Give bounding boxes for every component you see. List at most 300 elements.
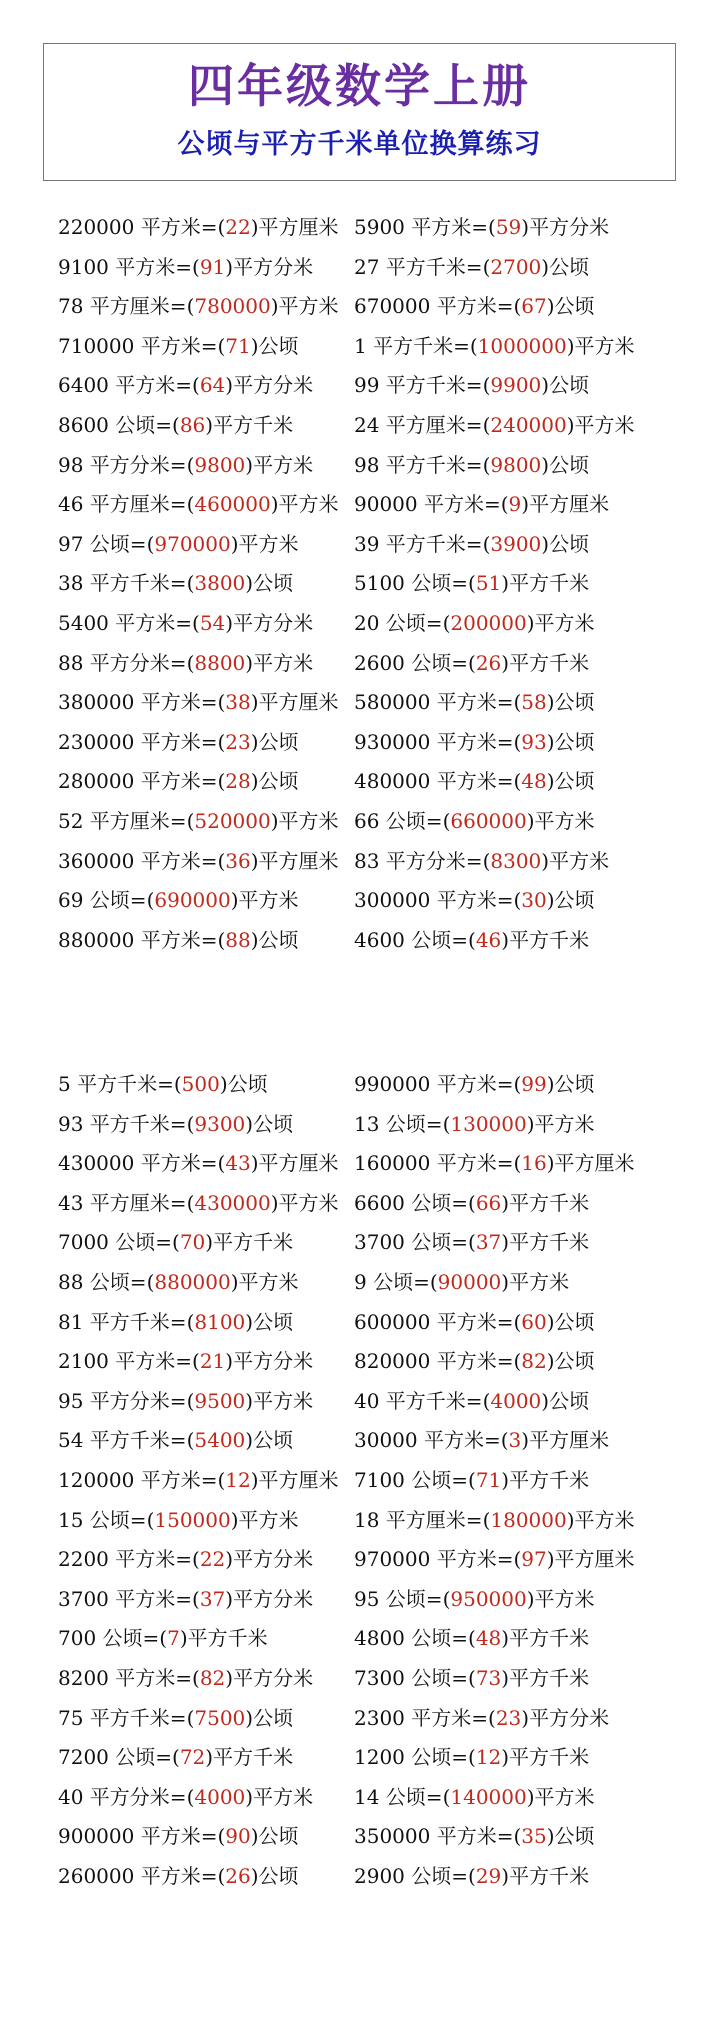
unit-text: )公顷 [546,690,595,715]
unit-text: )公顷 [546,729,595,754]
answer-value: 7 [167,1626,180,1651]
exercise-item [58,247,313,287]
unit-text: )公顷 [541,1388,590,1413]
unit-text: )平方米 [566,412,635,437]
answer-value: 16 [521,1151,547,1176]
unit-text: )公顷 [546,1309,595,1334]
question-text: 480000 平方米=( [354,769,522,794]
unit-text: )平方米 [270,492,339,517]
answer-value: 93 [521,729,547,754]
exercise-item [354,1381,589,1421]
question-text: 20 公顷=( [354,610,451,635]
exercise-row [0,1500,719,1540]
unit-text: )平方千米 [205,412,294,437]
question-text: 2600 公顷=( [354,650,476,675]
unit-text: )公顷 [541,254,590,279]
answer-value: 90 [225,1824,251,1849]
answer-value: 97 [521,1547,547,1572]
unit-text: )公顷 [546,1072,595,1096]
exercise-item [58,603,313,643]
question-text: 120000 平方米=( [58,1467,226,1492]
answer-value: 38 [225,690,251,715]
exercise-section-2 [0,1064,719,1895]
question-text: 2100 平方米=( [58,1349,200,1374]
unit-text: )平方米 [541,848,610,873]
answer-value: 2700 [490,254,542,279]
exercise-item [354,1064,595,1104]
question-text: 990000 平方米=( [354,1072,522,1096]
question-text: 8600 公顷=( [58,412,180,437]
unit-text: )平方米 [526,808,595,833]
question-text: 230000 平方米=( [58,729,226,754]
unit-text: )公顷 [245,1428,294,1453]
unit-text: )平方分米 [225,373,314,398]
exercise-item [354,207,609,247]
exercise-row [0,1737,719,1777]
question-text: 14 公顷=( [354,1784,451,1809]
unit-text: )平方千米 [205,1230,294,1255]
exercise-item [354,880,595,920]
exercise-item [354,1302,595,1342]
exercise-row [0,1579,719,1619]
answer-value: 29 [475,1863,502,1888]
question-text: 43 平方厘米=( [58,1190,195,1215]
question-text: 580000 平方米=( [354,690,522,715]
unit-text: )平方分米 [225,1586,314,1611]
exercise-item [58,1460,339,1500]
exercise-row [0,1460,719,1500]
question-text: 430000 平方米=( [58,1151,226,1176]
question-text: 90000 平方米=( [354,492,509,517]
answer-value: 88 [225,927,251,952]
answer-value: 9900 [490,373,542,398]
unit-text: )平方千米 [501,650,590,675]
unit-text: )平方厘米 [546,1547,635,1572]
exercise-row [0,365,719,405]
answer-value: 58 [521,690,547,715]
unit-text: )平方分米 [225,1547,314,1572]
answer-value: 66 [475,1190,502,1215]
exercise-row [0,1183,719,1223]
exercise-row [0,1658,719,1698]
exercise-row [0,247,719,287]
question-text: 2900 公顷=( [354,1863,476,1888]
exercise-item [58,1856,299,1896]
question-text: 39 平方千米=( [354,531,491,556]
answer-value: 43 [225,1151,251,1176]
question-text: 160000 平方米=( [354,1151,522,1176]
unit-text: )平方米 [501,1269,570,1294]
exercise-item [58,801,339,841]
exercise-row [0,643,719,683]
exercise-item [354,563,589,603]
exercise-item [354,920,589,960]
exercise-item [58,1420,293,1460]
answer-value: 5400 [194,1428,246,1453]
answer-value: 72 [179,1745,206,1770]
answer-value: 23 [495,1705,522,1730]
unit-text: )平方米 [230,1507,299,1532]
exercise-row [0,1143,719,1183]
unit-text: )平方米 [270,808,339,833]
answer-value: 12 [475,1745,502,1770]
question-text: 3700 公顷=( [354,1230,476,1255]
question-text: 7100 公顷=( [354,1467,476,1492]
exercise-item [58,1381,313,1421]
exercise-row [0,286,719,326]
question-text: 38 平方千米=( [58,571,195,596]
exercise-item [58,1341,313,1381]
question-text: 5900 平方米=( [354,215,496,239]
question-text: 7200 公顷=( [58,1745,180,1770]
answer-value: 86 [179,412,206,437]
unit-text: )公顷 [250,333,299,358]
exercise-item [58,1658,313,1698]
answer-value: 48 [521,769,547,794]
exercise-item [58,1222,293,1262]
unit-text: )平方千米 [501,1467,590,1492]
question-text: 81 平方千米=( [58,1309,195,1334]
question-text: 6600 公顷=( [354,1190,476,1215]
exercise-item [58,841,339,881]
answer-value: 460000 [194,492,271,517]
answer-value: 240000 [490,412,567,437]
question-text: 300000 平方米=( [354,888,522,913]
answer-value: 26 [475,650,502,675]
exercise-item [354,445,589,485]
answer-value: 35 [521,1824,547,1849]
exercise-item [58,445,313,485]
answer-value: 4000 [194,1784,246,1809]
unit-text: )平方米 [526,610,595,635]
question-text: 1200 公顷=( [354,1745,476,1770]
unit-text: )公顷 [219,1072,268,1096]
answer-value: 690000 [154,888,231,913]
unit-text: )平方千米 [501,1665,590,1690]
exercise-item [354,1856,589,1896]
exercise-item [58,1104,293,1144]
answer-value: 22 [225,215,251,239]
exercise-item [354,682,595,722]
exercise-item [354,1183,589,1223]
answer-value: 200000 [450,610,527,635]
exercise-item [58,761,299,801]
question-text: 98 平方分米=( [58,452,195,477]
question-text: 260000 平方米=( [58,1863,226,1888]
exercise-row [0,1341,719,1381]
answer-value: 140000 [450,1784,527,1809]
question-text: 5 平方千米=( [58,1072,182,1096]
exercise-item [58,1500,299,1540]
answer-value: 8800 [194,650,246,675]
question-text: 95 平方分米=( [58,1388,195,1413]
answer-value: 950000 [450,1586,527,1611]
question-text: 78 平方厘米=( [58,294,195,319]
exercise-item [354,1341,595,1381]
unit-text: )平方米 [245,650,314,675]
unit-text: )平方千米 [501,927,590,952]
exercise-item [354,1658,589,1698]
exercise-row [0,1420,719,1460]
unit-text: )公顷 [250,769,299,794]
unit-text: )平方米 [526,1784,595,1809]
exercise-row [0,563,719,603]
exercise-row [0,880,719,920]
unit-text: )公顷 [245,571,294,596]
unit-text: )平方千米 [205,1745,294,1770]
question-text: 88 公顷=( [58,1269,155,1294]
unit-text: )平方分米 [225,1665,314,1690]
answer-value: 7500 [194,1705,246,1730]
exercise-section-1 [0,207,719,959]
page-subtitle: 公顷与平方千米单位换算练习 [177,129,542,160]
question-text: 820000 平方米=( [354,1349,522,1374]
unit-text: )平方分米 [225,254,314,279]
answer-value: 71 [225,333,251,358]
question-text: 3700 平方米=( [58,1586,200,1611]
answer-value: 90000 [437,1269,502,1294]
exercise-item [354,643,589,683]
question-text: 2200 平方米=( [58,1547,200,1572]
exercise-row [0,326,719,366]
question-text: 66 公顷=( [354,808,451,833]
exercise-item [58,365,313,405]
answer-value: 37 [199,1586,226,1611]
answer-value: 880000 [154,1269,231,1294]
exercise-item [58,1698,293,1738]
answer-value: 9500 [194,1388,246,1413]
unit-text: )平方千米 [501,1626,590,1651]
exercise-item [58,1777,313,1817]
exercise-row [0,405,719,445]
question-text: 4600 公顷=( [354,927,476,952]
exercise-item [354,1539,635,1579]
exercise-item [354,1262,569,1302]
unit-text: )平方米 [230,531,299,556]
exercise-item [354,722,595,762]
answer-value: 54 [199,610,226,635]
unit-text: )平方米 [245,452,314,477]
exercise-row [0,603,719,643]
unit-text: )平方厘米 [250,1151,339,1176]
unit-text: )平方米 [230,1269,299,1294]
question-text: 46 平方厘米=( [58,492,195,517]
question-text: 1 平方千米=( [354,333,478,358]
exercise-item [354,365,589,405]
answer-value: 660000 [450,808,527,833]
exercise-row [0,1539,719,1579]
question-text: 27 平方千米=( [354,254,491,279]
exercise-row [0,524,719,564]
exercise-item [354,1104,595,1144]
unit-text: )公顷 [250,1824,299,1849]
exercise-item [354,524,589,564]
unit-text: )平方厘米 [250,690,339,715]
exercise-row [0,484,719,524]
question-text: 930000 平方米=( [354,729,522,754]
answer-value: 67 [521,294,547,319]
unit-text: )平方厘米 [250,215,339,239]
question-text: 93 平方千米=( [58,1111,195,1136]
worksheet-header [43,43,676,181]
unit-text: )平方厘米 [546,1151,635,1176]
exercise-row [0,920,719,960]
answer-value: 3900 [490,531,542,556]
question-text: 2300 平方米=( [354,1705,496,1730]
unit-text: )公顷 [546,769,595,794]
exercise-item [354,326,635,366]
question-text: 9100 平方米=( [58,254,200,279]
question-text: 6400 平方米=( [58,373,200,398]
exercise-item [58,286,339,326]
exercise-item [354,761,595,801]
question-text: 5100 公顷=( [354,571,476,596]
exercise-row [0,1856,719,1896]
exercise-item [354,801,595,841]
exercise-item [58,1618,268,1658]
exercise-item [58,682,339,722]
answer-value: 3800 [194,571,246,596]
answer-value: 780000 [194,294,271,319]
answer-value: 22 [199,1547,226,1572]
exercise-item [58,405,293,445]
question-text: 970000 平方米=( [354,1547,522,1572]
answer-value: 180000 [490,1507,567,1532]
question-text: 40 平方分米=( [58,1784,195,1809]
question-text: 30000 平方米=( [354,1428,509,1453]
answer-value: 12 [225,1467,251,1492]
exercise-row [0,1816,719,1856]
exercise-row [0,722,719,762]
exercise-item [58,1064,268,1104]
question-text: 95 公顷=( [354,1586,451,1611]
exercise-item [354,1698,609,1738]
unit-text: )公顷 [245,1111,294,1136]
unit-text: )平方米 [526,1586,595,1611]
unit-text: )平方千米 [501,1745,590,1770]
exercise-item [354,1816,595,1856]
unit-text: )平方千米 [179,1626,268,1651]
exercise-item [354,1579,595,1619]
answer-value: 9800 [490,452,542,477]
question-text: 52 平方厘米=( [58,808,195,833]
exercise-row [0,1222,719,1262]
exercise-item [354,841,609,881]
answer-value: 8300 [490,848,542,873]
unit-text: )平方米 [270,294,339,319]
exercise-item [354,1618,589,1658]
unit-text: )平方厘米 [250,1467,339,1492]
answer-value: 99 [521,1072,547,1096]
unit-text: )公顷 [546,294,595,319]
unit-text: )平方米 [270,1190,339,1215]
answer-value: 500 [181,1072,220,1096]
question-text: 54 平方千米=( [58,1428,195,1453]
question-text: 8200 平方米=( [58,1665,200,1690]
answer-value: 37 [475,1230,502,1255]
answer-value: 130000 [450,1111,527,1136]
unit-text: )平方米 [245,1784,314,1809]
question-text: 710000 平方米=( [58,333,226,358]
question-text: 97 公顷=( [58,531,155,556]
exercise-row [0,801,719,841]
exercise-item [58,563,293,603]
exercise-item [354,1143,635,1183]
answer-value: 4000 [490,1388,542,1413]
unit-text: )公顷 [250,729,299,754]
exercise-item [354,1460,589,1500]
answer-value: 9800 [194,452,246,477]
unit-text: )平方米 [566,333,635,358]
unit-text: )公顷 [250,927,299,952]
exercise-item [58,1262,299,1302]
unit-text: )平方厘米 [521,1428,610,1453]
question-text: 5400 平方米=( [58,610,200,635]
question-text: 83 平方分米=( [354,848,491,873]
answer-value: 36 [225,848,251,873]
answer-value: 3 [508,1428,522,1453]
exercise-item [58,1737,293,1777]
page-title: 四年级数学上册 [188,59,531,113]
question-text: 69 公顷=( [58,888,155,913]
unit-text: )平方分米 [521,215,610,239]
exercise-row [0,1104,719,1144]
answer-value: 82 [199,1665,226,1690]
unit-text: )平方厘米 [521,492,610,517]
exercise-item [354,1737,589,1777]
exercise-row [0,1381,719,1421]
exercise-item [354,1500,635,1540]
unit-text: )公顷 [245,1705,294,1730]
question-text: 220000 平方米=( [58,215,226,239]
question-text: 13 公顷=( [354,1111,451,1136]
exercise-item [354,484,609,524]
exercise-row [0,207,719,247]
answer-value: 46 [475,927,502,952]
question-text: 670000 平方米=( [354,294,522,319]
question-text: 75 平方千米=( [58,1705,195,1730]
unit-text: )平方米 [245,1388,314,1413]
unit-text: )公顷 [546,888,595,913]
exercise-item [58,880,299,920]
unit-text: )公顷 [541,452,590,477]
answer-value: 9 [508,492,522,517]
unit-text: )平方千米 [501,1190,590,1215]
exercise-item [58,1183,339,1223]
unit-text: )公顷 [546,1349,595,1374]
answer-value: 91 [199,254,226,279]
exercise-item [354,1777,595,1817]
exercise-row [0,1618,719,1658]
question-text: 40 平方千米=( [354,1388,491,1413]
question-text: 88 平方分米=( [58,650,195,675]
exercise-item [354,603,595,643]
exercise-row [0,445,719,485]
exercise-row [0,1302,719,1342]
answer-value: 30 [521,888,547,913]
unit-text: )平方米 [230,888,299,913]
answer-value: 21 [199,1349,226,1374]
exercise-item [58,207,339,247]
exercise-row [0,841,719,881]
unit-text: )平方米 [526,1111,595,1136]
unit-text: )公顷 [541,373,590,398]
exercise-item [354,405,635,445]
answer-value: 71 [475,1467,502,1492]
exercise-item [58,1302,293,1342]
question-text: 900000 平方米=( [58,1824,226,1849]
exercise-row [0,1262,719,1302]
